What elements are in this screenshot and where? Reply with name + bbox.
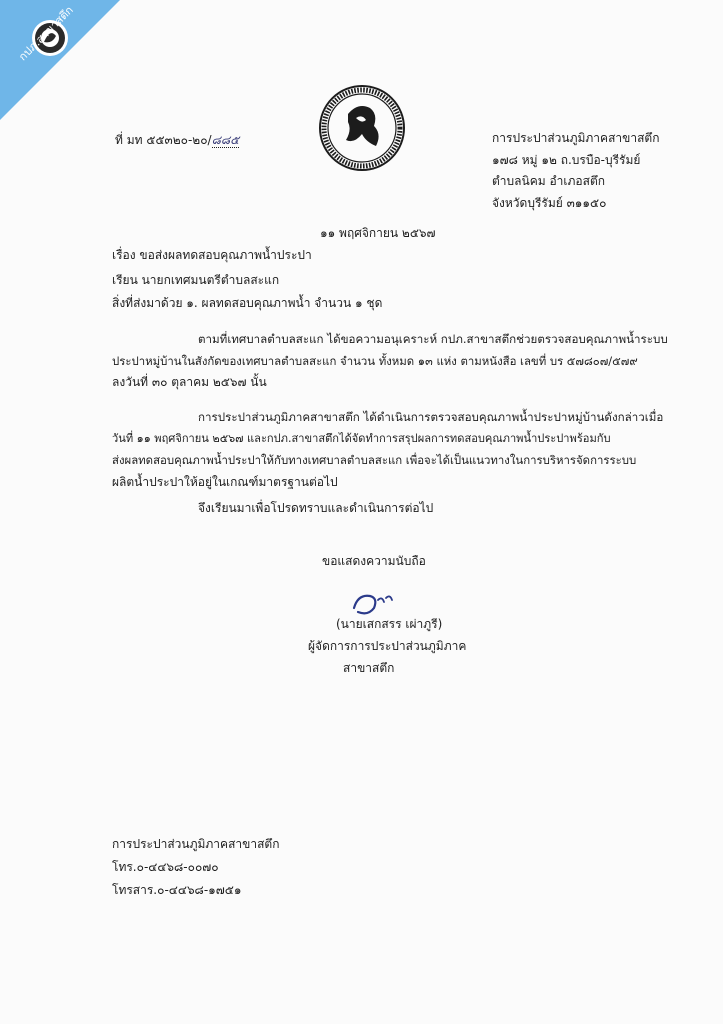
footer-fax: โทรสาร.๐-๔๔๖๘-๑๗๕๑ [112,883,242,897]
signer-branch: สาขาสตึก [343,661,395,675]
corner-stamp [0,0,150,150]
pwa-emblem-icon [318,84,406,172]
recipient-line: เรียน นายกเทศมนตรีตำบลสะแก [112,273,280,287]
paragraph-line: ตามที่เทศบาลตำบลสะแก ได้ขอความอนุเคราะห์ กปภ.สาขาสตึกช่วยตรวจสอบคุณภาพน้ำระบบ [198,332,668,346]
signer-name: (นายเสกสรร เผ่าภูรี) [336,617,443,631]
document-number-handwritten: ๘๘๕ [211,133,240,147]
address-line: จังหวัดบุรีรัมย์ ๓๑๑๕๐ [492,196,607,210]
corner-triangle [0,0,150,150]
document-date: ๑๑ พฤศจิกายน ๒๕๖๗ [320,226,436,240]
address-line: ตำบลนิคม อำเภอสตึก [492,174,606,188]
subject-line: เรื่อง ขอส่งผลทดสอบคุณภาพน้ำประปา [112,248,312,262]
footer-phone: โทร.๐-๔๔๖๘-๐๐๗๐ [112,860,219,874]
document-number-text: ที่ มท ๕๕๓๒๐-๒๐/ [115,133,212,147]
paragraph-line: วันที่ ๑๑ พฤศจิกายน ๒๕๖๗ และกปภ.สาขาสตึกได้จัดทำการสรุปผลการทดสอบคุณภาพน้ำประปาพร้อมกับ [112,432,611,445]
signature-icon [348,586,408,620]
address-line: การประปาส่วนภูมิภาคสาขาสตึก [492,131,660,145]
closing-request: จึงเรียนมาเพื่อโปรดทราบและดำเนินการต่อไป [198,501,434,515]
paragraph-line: ส่งผลทดสอบคุณภาพน้ำประปาให้กับทางเทศบาลตำบลสะแก เพื่อจะได้เป็นแนวทางในการบริหารจัดการระบบ [112,453,637,467]
footer-office: การประปาส่วนภูมิภาคสาขาสตึก [112,837,280,851]
paragraph-line: ผลิตน้ำประปาให้อยู่ในเกณฑ์มาตรฐานต่อไป [112,475,338,489]
corner-label: กปภ.สาขาสตึก [16,3,76,64]
document-number [115,132,239,148]
signer-title: ผู้จัดการการประปาส่วนภูมิภาค [308,639,467,653]
paragraph-line: ประปาหมู่บ้านในสังกัดของเทศบาลตำบลสะแก จำนวน ทั้งหมด ๑๓ แห่ง ตามหนังสือ เลขที่ บร ๕๗๘๐๗/๕๗๙ [112,354,638,368]
paragraph-line: ลงวันที่ ๓๐ ตุลาคม ๒๕๖๗ นั้น [112,375,267,389]
address-line: ๑๗๘ หมู่ ๑๒ ถ.บรบือ-บุรีรัมย์ [492,153,641,167]
attachment-line: สิ่งที่ส่งมาด้วย ๑. ผลทดสอบคุณภาพน้ำ จำนวน ๑ ชุด [112,296,383,310]
closing-salutation: ขอแสดงความนับถือ [322,554,426,568]
paragraph-line: การประปาส่วนภูมิภาคสาขาสตึก ได้ดำเนินการตรวจสอบคุณภาพน้ำประปาหมู่บ้านดังกล่าวเมื่อ [198,410,664,424]
